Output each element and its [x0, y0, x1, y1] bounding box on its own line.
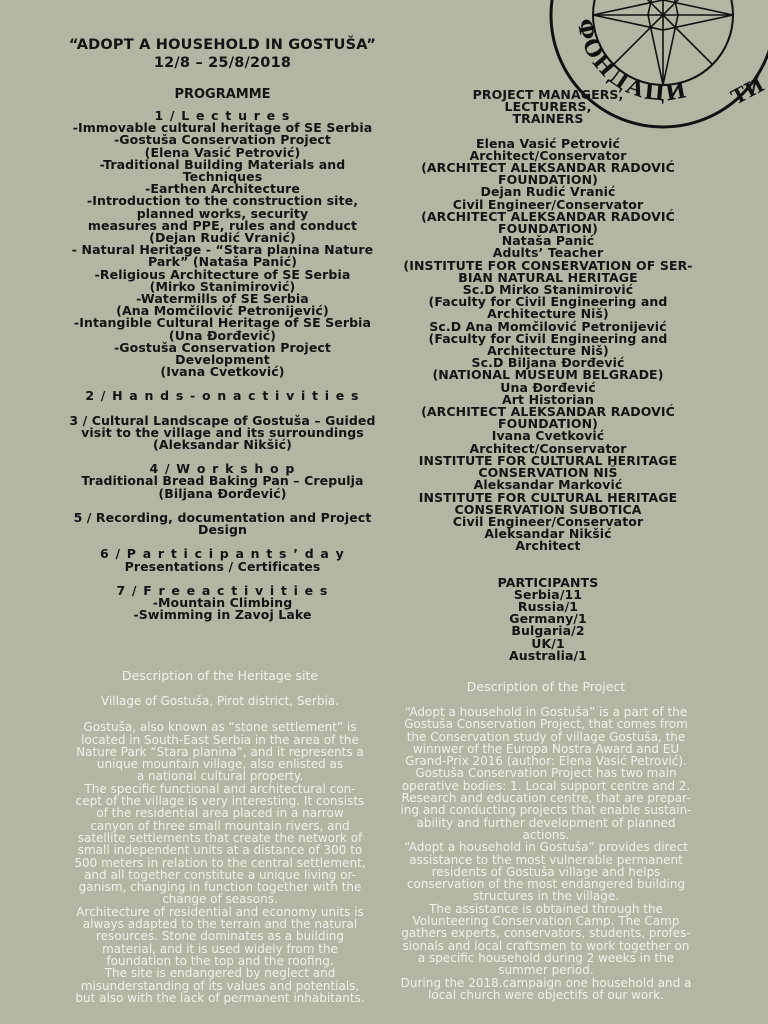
heritage-text-line: Nature Park “Stara planina”, and it represents a: [76, 744, 364, 759]
programme-item: (Una Đorđević): [168, 327, 277, 343]
project-text-line: Volunteering Conservation Camp. The Camp: [412, 914, 680, 929]
manager-entry: (Faculty for Civil Engineering and: [428, 294, 668, 310]
programme-item: (Ana Momčilović Petronijević): [116, 303, 329, 319]
programme-section-title: 1 / L e c t u r e s: [154, 108, 291, 123]
manager-entry: Architecture Niš): [487, 306, 609, 322]
heritage-text-line: material, and it is used widely from the: [102, 941, 338, 956]
heritage-text-line: but also with the lack of permanent inhabitants.: [75, 990, 365, 1005]
manager-entry: (ARCHITECT ALEKSANDAR RADOVIĆ: [421, 404, 675, 420]
manager-entry: Dejan Rudić Vranić: [480, 184, 616, 200]
programme-item: - Natural Heritage - “Stara planina Nature: [71, 242, 374, 258]
manager-entry: Nataša Panić: [501, 233, 595, 249]
heritage-text-line: foundation to the top and the roofing.: [106, 953, 334, 968]
programme-item: -Introduction to the construction site,: [86, 193, 359, 209]
manager-entry: FOUNDATION): [498, 221, 598, 237]
manager-entry: INSTITUTE FOR CULTURAL HERITAGE: [418, 452, 678, 468]
programme-item: (Dejan Rudić Vranić): [149, 230, 296, 246]
programme-item: Design: [197, 522, 248, 538]
project-text-line: structures in the village.: [472, 889, 620, 904]
heritage-text-line: misunderstanding of its values and potentials,: [80, 978, 360, 993]
programme-item: -Traditional Building Materials and: [99, 156, 346, 172]
heritage-text-line: small independent units at a distance of 300 to: [77, 843, 363, 858]
programme-item: Presentations / Certificates: [124, 558, 321, 574]
programme-column: [50, 36, 395, 621]
programme-item: measures and PPE, rules and conduct: [87, 217, 358, 233]
heritage-text-line: Architecture of residential and economy units is: [76, 904, 364, 919]
programme-section-title: 5 / Recording, documentation and Project: [73, 509, 372, 525]
project-text-line: “Adopt a household in Gostuša” is a part of the: [404, 705, 688, 719]
heritage-text-line: unique mountain village, also enlisted as: [96, 757, 344, 772]
project-text-line: During the 2018.campaign one household and a: [400, 975, 692, 990]
programme-item: (Ivana Cvetković): [160, 364, 285, 380]
project-text-line: Grand-Prix 2016 (author: Elena Vasić Petrović).: [405, 754, 687, 769]
project-text-line: Gostuša Conservation Project, that comes from: [404, 717, 688, 732]
manager-entry: FOUNDATION): [498, 416, 598, 432]
programme-section-title: 2 / H a n d s - o n a c t i v i t i e s: [85, 388, 360, 404]
heritage-text-line: of the residential area placed in a narrow: [96, 806, 344, 821]
logo-text: ФОНДАЦИ: [571, 16, 691, 107]
heritage-text-line: located in South-East Serbia in the area of the: [81, 732, 359, 747]
manager-entry: Architect/Conservator: [469, 147, 627, 163]
project-text-line: the Conservation study of village Gostuša, the: [406, 729, 686, 744]
manager-entry: BIAN NATURAL HERITAGE: [458, 269, 638, 285]
managers-list: [398, 135, 698, 554]
manager-entry: Sc.D Mirko Stanimirović: [462, 282, 634, 298]
project-text-line: ing and conducting projects that enable sustain-: [400, 803, 692, 818]
manager-entry: (INSTITUTE FOR CONSERVATION OF SER-: [403, 257, 693, 273]
heritage-description: [70, 669, 370, 1004]
project-text-line: a specific household during 2 weeks in the: [417, 950, 675, 965]
programme-item: (Biljana Đorđević): [158, 485, 287, 501]
programme-item: -Gostuša Conservation Project: [114, 132, 331, 148]
programme-item: visit to the village and its surroundings: [81, 424, 364, 440]
manager-entry: CONSERVATION NIŠ: [478, 465, 618, 481]
project-text-line: The assistance is obtained through the: [429, 901, 663, 916]
heritage-text-line: a national cultural property.: [136, 769, 304, 784]
programme-item: -Gostuša Conservation Project: [114, 339, 331, 355]
programme-item: planned works, security: [136, 205, 309, 221]
manager-entry: FOUNDATION): [498, 172, 598, 188]
programme-item: (Elena Vasić Petrović): [144, 144, 301, 160]
managers-heading-line: PROJECT MANAGERS,: [472, 87, 624, 102]
participant-country: Germany/1: [509, 611, 587, 627]
programme-item: (Aleksandar Nikšić): [153, 437, 292, 453]
programme-heading: PROGRAMME: [174, 87, 271, 102]
programme-sections: [50, 110, 395, 621]
project-text-line: residents of Gostuša village and helps: [431, 864, 661, 879]
managers-heading: [398, 89, 698, 126]
programme-section-title: 3 / Cultural Landscape of Gostuša – Guided: [69, 412, 376, 428]
project-text-line: actions.: [522, 827, 570, 842]
participants-heading: PARTICIPANTS: [497, 574, 599, 590]
managers-column: [398, 89, 698, 662]
heritage-text-line: The specific functional and architectural con-: [84, 781, 356, 796]
programme-item: Techniques: [182, 169, 263, 185]
participant-country: Bulgaria/2: [511, 623, 585, 639]
heritage-subtitle: Village of Gostuša, Pirot district, Serbia.: [101, 694, 339, 708]
project-text-line: Research and education centre, that are prepar-: [401, 791, 691, 806]
manager-entry: Elena Vasić Petrović: [475, 135, 621, 151]
manager-entry: INSTITUTE FOR CULTURAL HERITAGE: [418, 489, 678, 505]
heritage-text-line: Gostuša, also known as “stone settlement” is: [83, 720, 357, 735]
heritage-text-line: always adapted to the terrain and the natural: [82, 917, 358, 932]
manager-entry: (ARCHITECT ALEKSANDAR RADOVIĆ: [421, 208, 675, 224]
manager-entry: Architect/Conservator: [469, 440, 627, 456]
manager-entry: (ARCHITECT ALEKSANDAR RADOVIĆ: [421, 160, 675, 176]
manager-entry: Adults’ Teacher: [492, 245, 604, 261]
participants-list: [398, 586, 698, 663]
programme-item: Development: [175, 352, 270, 368]
project-text-line: conservation of the most endangered building: [406, 877, 686, 892]
project-text-line: summer period.: [498, 963, 594, 978]
heritage-text-line: resources. Stone dominates as a building: [96, 929, 344, 944]
programme-item: -Watermills of SE Serbia: [136, 291, 309, 307]
programme-item: -Religious Architecture of SE Serbia: [94, 266, 351, 282]
manager-entry: Ivana Cvetković: [491, 428, 605, 444]
project-text-line: assistance to the most vulnerable permanent: [409, 852, 683, 867]
heritage-text-line: canyon of three small mountain rivers, and: [90, 818, 350, 833]
manager-entry: (NATIONAL MUSEUM BELGRADE): [432, 367, 664, 383]
programme-item: Park” (Nataša Panić): [147, 254, 298, 270]
manager-entry: CONSERVATION SUBOTICA: [454, 501, 642, 517]
event-title: “ADOPT A HOUSEHOLD IN GOSTUŠA”: [68, 37, 377, 53]
programme-item: -Mountain Climbing: [152, 594, 293, 610]
manager-entry: Sc.D Ana Momčilović Petronijević: [429, 318, 667, 334]
programme-item: -Immovable cultural heritage of SE Serbia: [72, 120, 373, 136]
managers-heading-line: LECTURERS,: [504, 99, 592, 115]
manager-entry: Civil Engineer/Conservator: [452, 513, 644, 529]
participant-country: Serbia/11: [513, 586, 583, 602]
heritage-text: [70, 721, 370, 1004]
participant-country: Russia/1: [517, 598, 579, 614]
programme-item: -Intangible Cultural Heritage of SE Serbia: [73, 315, 372, 331]
project-text-line: gathers experts, conservators, students, profes-: [401, 926, 691, 941]
manager-entry: Una Đorđević: [500, 379, 596, 395]
project-title: Description of the Project: [466, 679, 626, 694]
programme-item: (Mirko Stanimirović): [149, 278, 296, 294]
logo-text-2: ТИ: [727, 72, 768, 110]
project-text-line: sionals and local craftsmen to work together on: [402, 938, 690, 953]
heritage-text-line: change of seasons.: [162, 892, 278, 907]
project-text-line: Gostuša Conservation Project has two main: [415, 766, 677, 781]
project-text-line: winnwer of the Europa Nostra Award and EU: [412, 741, 680, 756]
programme-item: -Swimming in Zavoj Lake: [133, 607, 312, 623]
heritage-text-line: ganism, changing in function together with the: [78, 880, 362, 895]
project-text-line: ability and further development of planned: [416, 815, 676, 830]
project-text: [398, 706, 694, 1001]
manager-entry: Architect: [515, 538, 581, 554]
programme-item: -Earthen Architecture: [145, 181, 300, 197]
project-text-line: “Adopt a household in Gostuša” provides direct: [404, 840, 688, 855]
project-text-line: operative bodies: 1. Local support centre and 2.: [401, 778, 691, 793]
manager-entry: Civil Engineer/Conservator: [452, 196, 644, 212]
participant-country: UK/1: [531, 635, 565, 651]
managers-heading-line: TRAINERS: [512, 111, 584, 127]
participant-country: Australia/1: [509, 647, 587, 663]
heritage-text-line: satellite settlements that create the network of: [77, 830, 363, 845]
manager-entry: (Faculty for Civil Engineering and: [428, 330, 668, 346]
programme-item: Traditional Bread Baking Pan – Crepulja: [81, 473, 364, 489]
manager-entry: Art Historian: [502, 391, 594, 407]
event-dates: 12/8 – 25/8/2018: [153, 55, 292, 71]
manager-entry: Aleksandar Nikšić: [484, 526, 612, 542]
heritage-title: Description of the Heritage site: [121, 668, 319, 683]
manager-entry: Aleksandar Marković: [473, 477, 623, 493]
project-description: [398, 680, 694, 1001]
heritage-text-line: The site is endangered by neglect and: [104, 966, 336, 981]
heritage-text-line: 500 meters in relation to the central settlement,: [74, 855, 366, 870]
manager-entry: Architecture Niš): [487, 343, 609, 359]
heritage-text-line: and all together constitute a unique living or-: [84, 867, 356, 882]
manager-entry: Sc.D Biljana Đorđević: [471, 355, 625, 371]
programme-section-title: 4 / W o r k s h o p: [149, 461, 296, 477]
project-text-line: local church were objectifs of our work.: [428, 987, 664, 1002]
heritage-text-line: cept of the village is very interesting. It consists: [75, 794, 365, 809]
programme-section-title: 6 / P a r t i c i p a n t s ’ d a y: [100, 546, 345, 562]
programme-section-title: 7 / F r e e a c t i v i t i e s: [116, 582, 329, 598]
